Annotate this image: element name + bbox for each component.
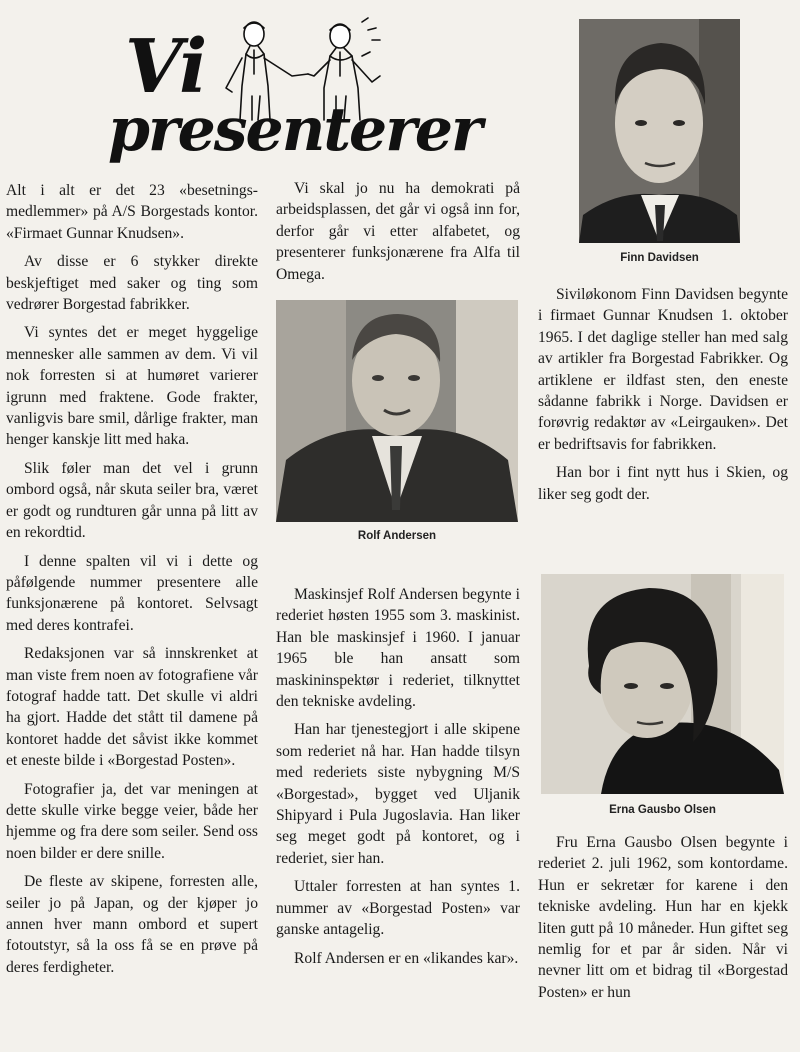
finn-paragraph: Han bor i fint nytt hus i Skien, og liker seg godt der. (538, 464, 788, 503)
erna-paragraph: Fru Erna Gausbo Olsen begynte i rederiet 2. juli 1962, som kontordame. Hun er sekretær for karene i den tekniske avdeling. Hun har en kjekk liten gutt på 10 måneder. Hun giftet seg nemlig for et par år siden. Når vi nevner litt om et bidrag til «Borgestad Posten» er hun (538, 834, 788, 1001)
intro-paragraph: Vi syntes det er meget hyggelige mennesker alle sammen av dem. Vi vil nok forresten si at humøret varierer igrunn med fraktene. Gode frakter, vanligvis bare smil, dårlige frakter, man henger kanskje litt med haka. (6, 324, 258, 449)
finn-paragraph: Siviløkonom Finn Davidsen begynte i firmaet Gunnar Knudsen 1. oktober 1965. I det daglige steller han med salg av artikler fra Borgestad Fabrikker. Og artiklene er ildfast sten, den eneste sådanne fabrikk i Norge. Davidsen er forøvrig redaktør av «Leirgauken». Det er bedriftsavis for fabrikken. (538, 286, 788, 453)
rolf-andersen-article (276, 584, 520, 976)
democracy-paragraph: Vi skal jo nu ha demokrati på arbeidsplassen, det går vi også inn for, derfor går vi etter alfabetet, og presenterer funksjonærene fra Alfa til Omega. (276, 180, 520, 283)
intro-paragraph: Av disse er 6 stykker direkte beskjeftiget med saker og ting som vedrører Borgestad fabrikker. (6, 253, 258, 314)
title-presenterer: presenterer (108, 95, 481, 165)
intro-paragraph: Slik føler man det vel i grunn ombord også, når skuta seiler bra, været er godt og rundturen går unna på litt av en rekordtid. (6, 459, 258, 542)
rolf-paragraph: Maskinsjef Rolf Andersen begynte i rederiet høsten 1955 som 3. maskinist. Han ble maskinsjef i 1960. I januar 1965 ble han ansatt som maskininspektør i rederiet, tilknyttet den tekniske avdeling. (276, 586, 520, 711)
intro-paragraph: Fotografier ja, det var meningen at dette skulle virke begge veier, både her hjemme og fra dere som seiler. Send oss noen bilder er dere snille. (6, 780, 258, 862)
title-vi: Vi (125, 24, 206, 110)
intro-paragraph: I denne spalten vil vi i dette og påfølgende nummer presentere alle funksjonærene på kontoret. Selvsagt med deres kontrafei. (6, 552, 258, 634)
intro-column (6, 180, 258, 985)
intro-paragraph: Alt i alt er det 23 «besetnings-medlemmer» på A/S Borgestads kontor. «Firmaet Gunnar Knudsen». (6, 182, 258, 242)
rolf-paragraph: Han har tjenestegjort i alle skipene som rederiet nå har. Han hadde tilsyn med rederiets siste nybygning M/S «Borgestad», bygget ved Uljanik Shipyard i Pula Jugoslavia. Han liker seg meget godt på kontoret, og i rederiet, sier han. (276, 721, 520, 867)
finn-davidsen-caption: Finn Davidsen (620, 252, 699, 264)
erna-gausbo-olsen-caption: Erna Gausbo Olsen (609, 804, 716, 816)
democracy-text (276, 178, 520, 292)
intro-paragraph: De fleste av skipene, forresten alle, seiler jo på Japan, og der kjøper jo annen hver mann ombord et supert fotoutstyr, så la oss få se en prøve på deres ferdigheter. (6, 873, 258, 976)
erna-gausbo-olsen-photo (541, 574, 784, 794)
bleed-through-texture (520, 10, 580, 130)
finn-davidsen-photo (579, 19, 740, 243)
erna-gausbo-olsen-article (538, 832, 788, 1010)
rolf-andersen-caption: Rolf Andersen (357, 530, 437, 542)
rolf-paragraph: Rolf Andersen er en «likandes kar». (294, 949, 519, 967)
rolf-paragraph: Uttaler forresten at han syntes 1. nummer av «Borgestad Posten» var ganske antagelig. (276, 878, 520, 939)
finn-davidsen-article (538, 284, 788, 512)
rolf-andersen-photo (276, 300, 518, 522)
cartoon-two-men-illustration (212, 16, 392, 128)
intro-paragraph: Redaksjonen var så innskrenket at man viste frem noen av fotografiene vår fotograf hadde tatt. Det skulle vi aldri ha gjort. Hadde det stått til damene på kontoret hadde det såvist ikke kommet et eneste bilde i «Borgestad Posten». (6, 645, 258, 770)
